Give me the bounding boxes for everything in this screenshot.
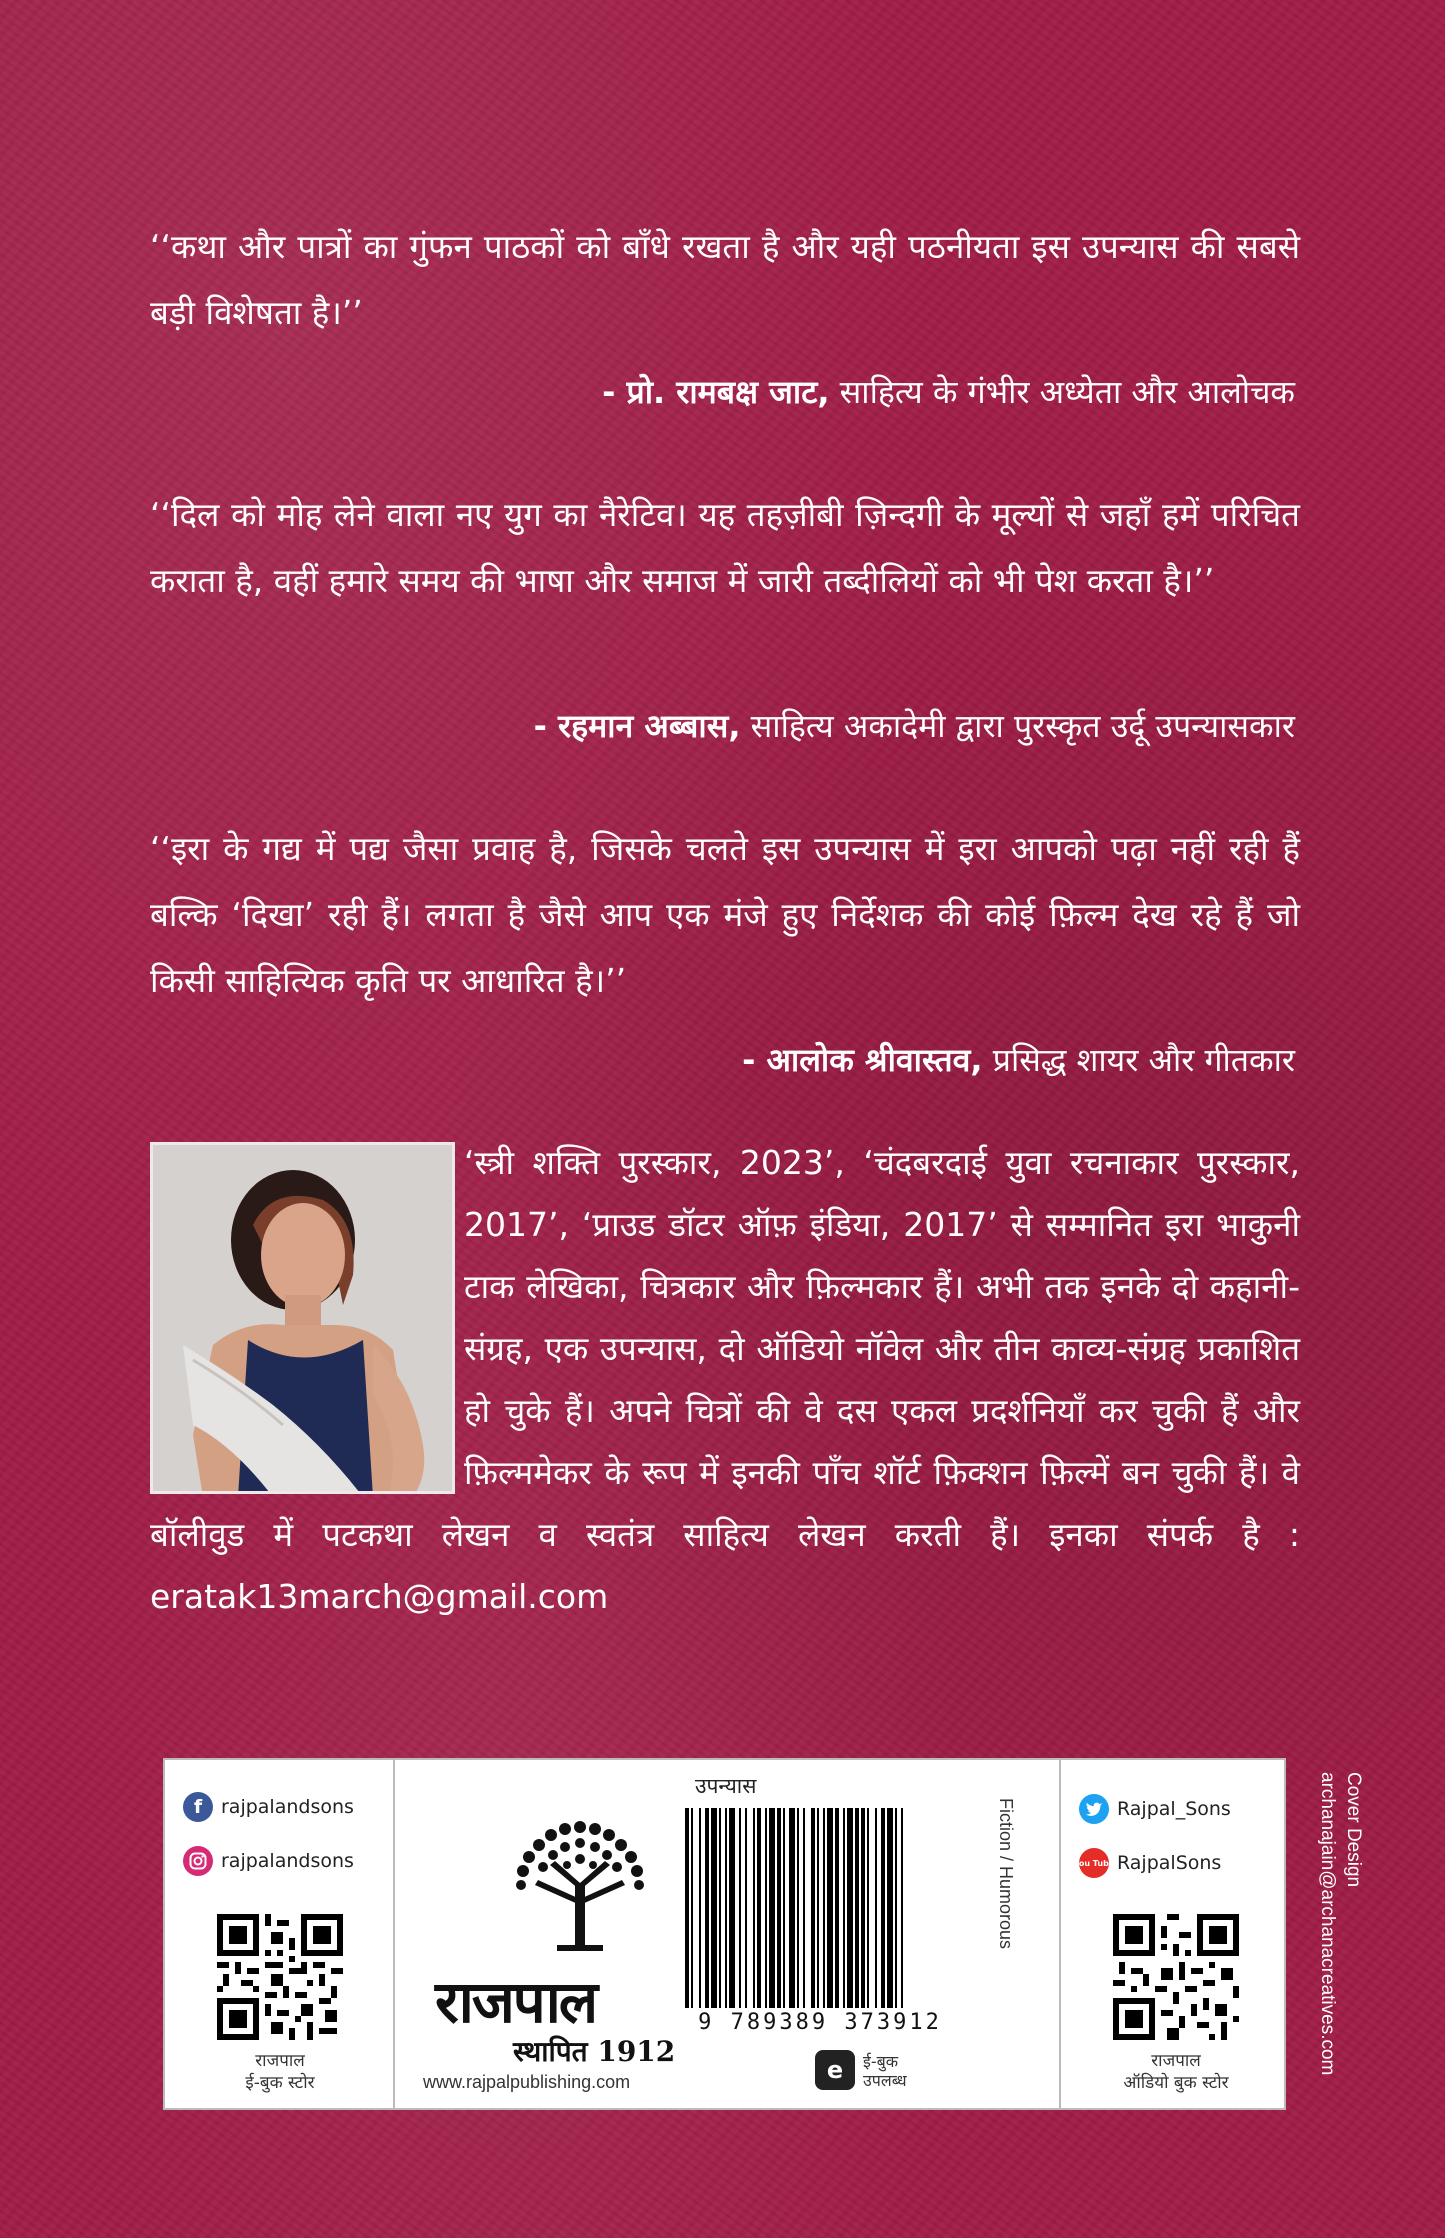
barcode-bar — [797, 1808, 799, 2008]
facebook-icon: f — [183, 1792, 213, 1822]
publisher-website[interactable]: www.rajpalpublishing.com — [423, 2072, 631, 2092]
photo-spacer — [150, 1132, 460, 1496]
author-bio — [150, 1132, 1300, 1628]
facebook-handle: rajpalandsons — [221, 1796, 354, 1818]
barcode-bar — [875, 1808, 877, 2008]
ebook-store-caption-line-1: राजपाल — [255, 2051, 305, 2071]
quote-2-author-desc: साहित्य अकादेमी द्वारा पुरस्कृत उर्दू उपन्यासकार — [740, 707, 1295, 745]
barcode-bar — [901, 1808, 903, 2008]
cover-design-email: archanajain@archanacreatives.com — [1317, 1772, 1338, 2076]
quote-2-author: - रहमान अब्बास, — [533, 707, 741, 745]
barcode-bar — [765, 1808, 767, 2008]
barcode-bar — [777, 1808, 781, 2008]
barcode-bar — [711, 1808, 717, 2008]
barcode-bar — [847, 1808, 853, 2008]
quote-3-attribution — [742, 1036, 1295, 1084]
barcode-bar — [887, 1808, 893, 2008]
barcode-bar — [757, 1808, 761, 2008]
genre-english: Fiction / Humorous — [996, 1798, 1016, 1950]
barcode-bar — [835, 1808, 839, 2008]
tree-logo — [505, 1815, 655, 1955]
barcode-bar — [811, 1808, 815, 2008]
barcode-bar — [699, 1808, 701, 2008]
isbn-digits: 9 789389 373912 — [698, 2010, 942, 2035]
barcode-bar — [753, 1808, 755, 2008]
barcode-bar — [823, 1808, 825, 2008]
ebook-available-caption — [863, 2052, 907, 2090]
twitter-handle: Rajpal_Sons — [1117, 1798, 1231, 1820]
barcode-bar — [729, 1808, 735, 2008]
barcode-bar — [789, 1808, 795, 2008]
ebook-store-qr-code[interactable] — [217, 1914, 343, 2040]
twitter-row[interactable] — [1079, 1794, 1231, 1824]
barcode-bar — [867, 1808, 869, 2008]
barcode-bar — [725, 1808, 727, 2008]
barcode-bar — [855, 1808, 859, 2008]
instagram-icon — [183, 1846, 213, 1876]
barcode-bar — [769, 1808, 775, 2008]
youtube-handle: RajpalSons — [1117, 1852, 1222, 1874]
publisher-established: स्थापित 1912 — [513, 2035, 676, 2068]
quote-1-author: - प्रो. रामबक्ष जाट, — [602, 373, 830, 411]
audiobook-store-caption-line-1: राजपाल — [1151, 2051, 1201, 2071]
genre-hindi: उपन्यास — [695, 1774, 757, 1798]
youtube-row[interactable] — [1073, 1848, 1222, 1878]
youtube-icon: You Tube — [1079, 1848, 1109, 1878]
ebook-icon: e — [815, 2050, 855, 2090]
audiobook-store-caption — [1076, 2050, 1276, 2094]
quote-1-author-desc: साहित्य के गंभीर अध्येता और आलोचक — [829, 373, 1295, 411]
quote-2-text: ‘‘दिल को मोह लेने वाला नए युग का नैरेटिव। यह तहज़ीबी ज़िन्दगी के मूल्यों से जहाँ हमें परिचित कराता है, वहीं हमारे समय की भाषा और समाज में जारी तब्दीलियों को भी पेश करता है।’’ — [150, 495, 1300, 600]
quote-3-text: ‘‘इरा के गद्य में पद्य जैसा प्रवाह है, जिसके चलते इस उपन्यास में इरा आपको पढ़ा नहीं रही हैं बल्कि ‘दिखा’ रही हैं। लगता है जैसे आप एक मंजे हुए निर्देशक की कोई फ़िल्म देख रहे हैं जो किसी साहित्यिक कृति पर आधारित है।’’ — [150, 829, 1300, 1000]
ebook-caption-line-2: उपलब्ध — [863, 2071, 907, 2090]
publisher-name: राजपाल — [435, 1968, 597, 2036]
author-bio-text: ‘स्त्री शक्ति पुरस्कार, 2023’, ‘चंदबरदाई युवा रचनाकार पुरस्कार, 2017’, ‘प्राउड डॉटर ऑफ़ इंडिया, 2017’ से सम्मानित इरा भाकुनी टाक लेखिका, चित्रकार और फ़िल्मकार हैं। अभी तक इनके दो कहानी-संग्रह, एक उपन्यास, दो ऑडियो नॉवेल और तीन काव्य-संग्रह प्रकाशित हो चुके हैं। अपने चित्रों की वे दस एकल प्रदर्शनियाँ कर चुकी हैं और फ़िल्ममेकर के रूप में इनकी पाँच शॉर्ट फ़िक्शन फ़िल्में बन चुकी हैं। वे बॉलीवुड में पटकथा लेखन व स्वतंत्र साहित्य लेखन करती हैं। इनका संपर्क है : eratak13march@gmail.com — [150, 1143, 1300, 1616]
barcode-bar — [803, 1808, 805, 2008]
barcode-bar — [691, 1808, 693, 2008]
panel-right-section — [1059, 1760, 1288, 2108]
back-cover-panel — [163, 1758, 1286, 2110]
instagram-row[interactable] — [183, 1846, 354, 1876]
quote-3-author: - आलोक श्रीवास्तव, — [742, 1041, 983, 1079]
barcode-bar — [895, 1808, 897, 2008]
barcode-bar — [827, 1808, 833, 2008]
cover-design-credit — [1314, 1772, 1366, 2075]
panel-left-section — [165, 1760, 395, 2108]
barcode-bar — [861, 1808, 865, 2008]
barcode-bar — [817, 1808, 819, 2008]
isbn-barcode — [683, 1808, 955, 2008]
barcode-bar — [685, 1808, 689, 2008]
barcode-bar — [783, 1808, 785, 2008]
audiobook-store-caption-line-2: ऑडियो बुक स्टोर — [1123, 2073, 1229, 2093]
barcode-bar — [745, 1808, 747, 2008]
ebook-store-caption — [180, 2050, 380, 2094]
audiobook-store-qr-code[interactable] — [1113, 1914, 1239, 2040]
instagram-handle: rajpalandsons — [221, 1850, 354, 1872]
quote-3-author-desc: प्रसिद्ध शायर और गीतकार — [982, 1041, 1295, 1079]
barcode-bar — [719, 1808, 721, 2008]
quote-1-text: ‘‘कथा और पात्रों का गुंफन पाठकों को बाँधे रखता है और यही पठनीयता इस उपन्यास की सबसे बड़ी विशेषता है।’’ — [150, 227, 1300, 332]
barcode-bar — [705, 1808, 709, 2008]
cover-design-label: Cover Design — [1343, 1772, 1364, 1888]
facebook-row[interactable] — [183, 1792, 354, 1822]
ebook-caption-line-1: ई-बुक — [863, 2052, 899, 2071]
barcode-bar — [881, 1808, 885, 2008]
barcode-bar — [843, 1808, 845, 2008]
twitter-icon — [1079, 1794, 1109, 1824]
quote-1-attribution — [602, 368, 1295, 416]
barcode-bar — [739, 1808, 741, 2008]
ebook-store-caption-line-2: ई-बुक स्टोर — [245, 2073, 315, 2093]
quote-2-attribution — [534, 702, 1295, 750]
